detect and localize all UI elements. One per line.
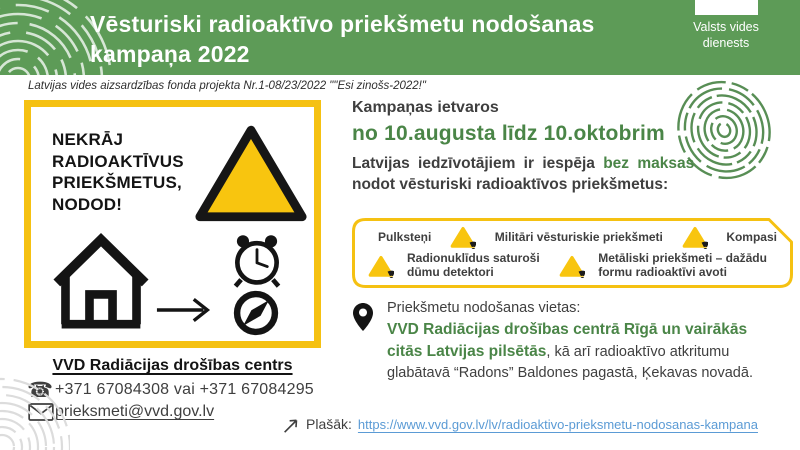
locations-block	[352, 300, 794, 384]
slogan-line: PRIEKŠMETUS,	[52, 173, 182, 192]
house-icon	[53, 227, 149, 335]
locations-label: Priekšmetu nodošanas vietas:	[387, 300, 581, 316]
item-metaliski: Metāliski priekšmeti – dažādu formu radioaktīvi avoti	[598, 251, 767, 279]
cursor-arrow-icon	[281, 414, 301, 434]
project-note: Latvijas vides aizsardzības fonda projekta Nr.1-08/23/2022 ""Esi zinošs-2022!"	[28, 80, 426, 92]
slogan-text	[52, 129, 202, 215]
campaign-url-link[interactable]: https://www.vvd.gov.lv/lv/radioaktivo-prieksmetu-nodosanas-kampana	[357, 416, 758, 432]
fingerprint-graphic-gray	[0, 355, 70, 450]
item-militari: Militāri vēsturiskie priekšmeti	[494, 229, 663, 244]
logo-mark	[695, 0, 758, 15]
offer-prefix: Latvijas iedzīvotājiem ir iespēja	[352, 155, 595, 172]
alarm-clock-icon	[230, 231, 284, 289]
email-link[interactable]: prieksmeti@vvd.gov.lv	[55, 403, 215, 420]
radiation-warning-sign-icon	[193, 122, 309, 223]
locations-highlight: VVD Radiācijas drošības centrā Rīgā un vairākās citās Latvijas pilsētās	[387, 321, 748, 360]
header-bar	[0, 0, 800, 75]
item-detektori: Radionuklīdus saturoši dūmu detektori	[407, 251, 540, 279]
logo-label: Valsts vides dienests	[693, 20, 759, 51]
locations-paragraph	[387, 319, 772, 384]
radiation-triangle-icon	[682, 226, 708, 249]
items-row	[352, 226, 793, 249]
items-row	[352, 252, 793, 280]
slogan-line: RADIOAKTĪVUS	[52, 151, 184, 171]
item-kompasi: Kompasi	[726, 229, 777, 244]
radiation-triangle-icon	[450, 226, 476, 249]
campaign-dates: no 10.augusta līdz 10.oktobrim	[352, 122, 665, 145]
campaign-intro: Kampaņas ietvaros	[352, 99, 499, 116]
compass-icon	[232, 289, 280, 337]
more-info-row	[281, 414, 758, 434]
slogan-line: NEKRĀJ	[52, 130, 124, 149]
contact-name: VVD Radiācijas drošības centrs	[52, 357, 293, 374]
accepted-items-box	[352, 218, 793, 288]
page-title: Vēsturiski radioaktīvo priekšmetu nodošanas kampaņa 2022	[90, 11, 595, 68]
phone-icon: ☎	[27, 378, 54, 402]
phone-numbers: +371 67084308 vai +371 67084295	[55, 381, 314, 398]
locations-rest: , kā arī radioaktīvo atkritumu glabātavā “Radons” Baldones pagastā, Ķekavas novadā.	[387, 344, 753, 381]
fingerprint-graphic-green	[672, 80, 777, 180]
offer-highlight: bez maksas	[603, 155, 695, 172]
slogan-panel	[24, 100, 321, 348]
arrow-right-icon	[155, 297, 217, 323]
phone-row	[27, 378, 314, 402]
radiation-triangle-icon	[368, 255, 394, 278]
campaign-offer-line2: nodot vēsturiski radioaktīvos priekšmetus:	[352, 176, 669, 193]
location-pin-icon	[352, 302, 374, 332]
radiation-triangle-icon	[559, 255, 585, 278]
item-pulksteni: Pulksteņi	[378, 229, 432, 244]
slogan-line: NODOD!	[52, 194, 123, 214]
more-info-label: Plašāk:	[306, 416, 352, 432]
